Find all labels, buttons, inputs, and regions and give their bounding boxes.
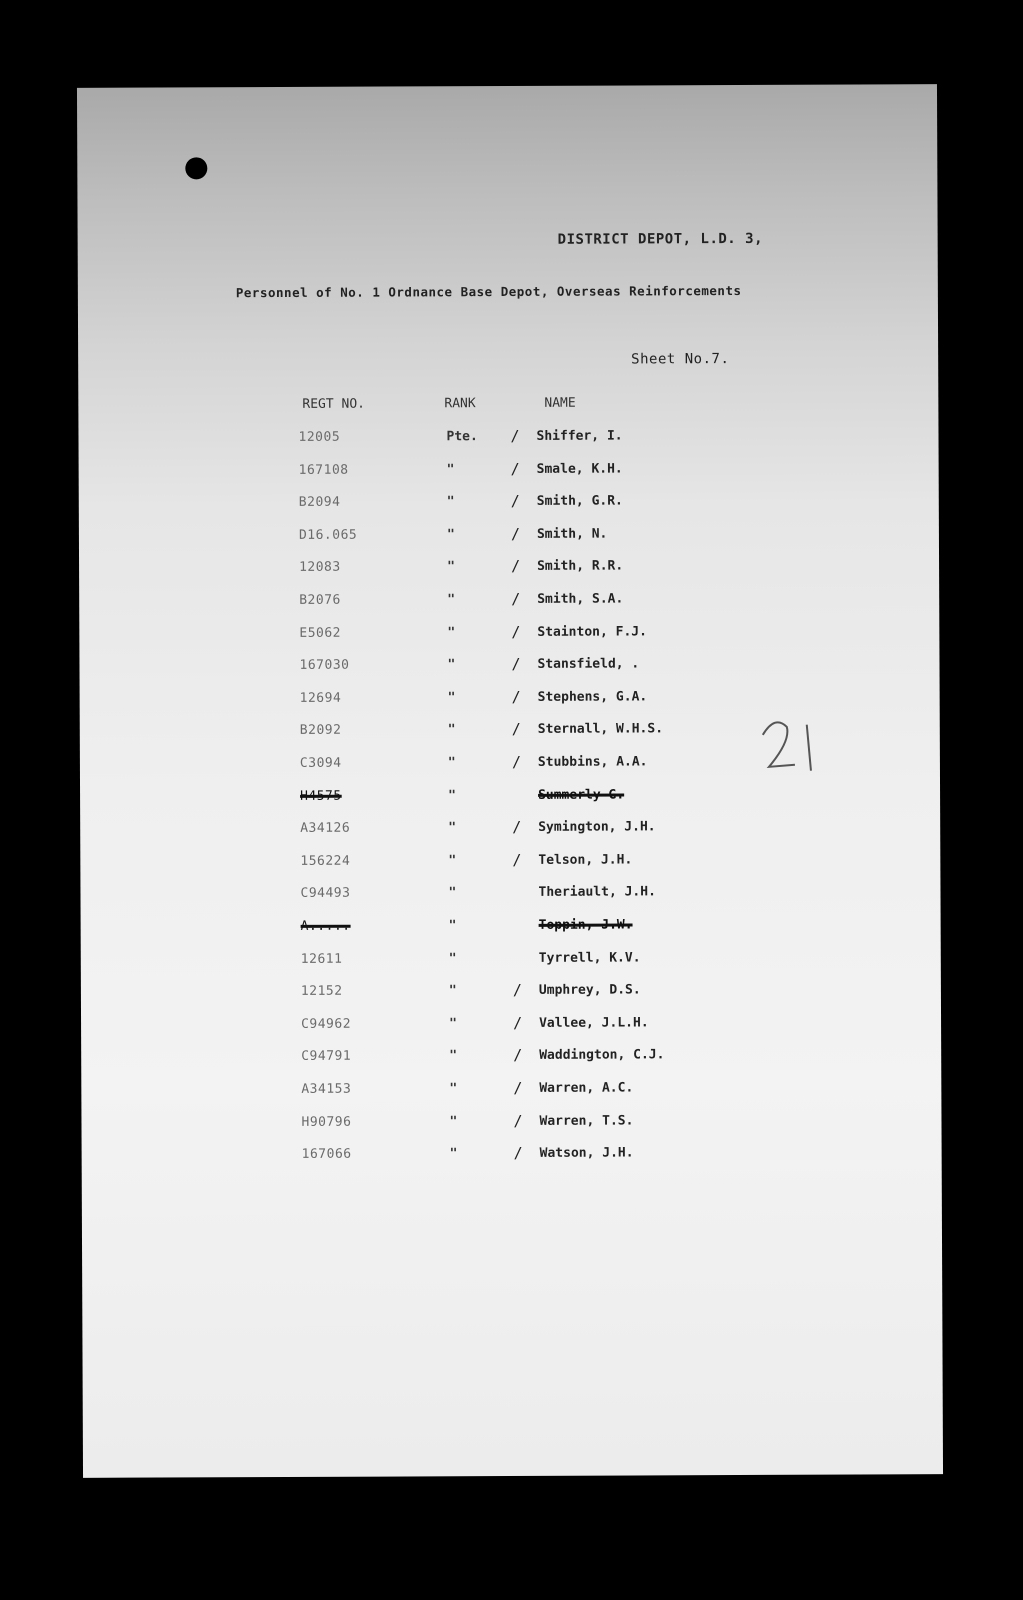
regt-number: E5062 (299, 625, 342, 641)
personnel-row (79, 623, 939, 653)
regt-number: 12152 (300, 983, 343, 1000)
regt-number: 12611 (300, 951, 343, 967)
person-name: Stephens, G.A. (537, 689, 648, 705)
person-name: Vallee, J.L.H. (539, 1015, 649, 1031)
personnel-row (79, 655, 939, 685)
regt-number: C94493 (300, 886, 351, 902)
personnel-row (79, 525, 939, 555)
regt-number: B2076 (299, 592, 341, 608)
rank-value: " (447, 722, 456, 738)
person-name: Watson, J.H. (539, 1145, 634, 1162)
regt-number: A34126 (300, 820, 351, 837)
regt-number: 12005 (298, 429, 341, 445)
check-mark: / (511, 622, 521, 641)
document-page (77, 84, 943, 1478)
rank-value: " (448, 787, 456, 803)
check-mark: / (513, 1111, 523, 1130)
rank-value: " (447, 559, 455, 575)
regt-number: C3094 (299, 755, 342, 771)
regt-number: C94962 (301, 1016, 352, 1032)
check-mark: / (511, 752, 521, 771)
person-name: Smith, G.R. (536, 493, 623, 510)
personnel-row (81, 981, 941, 1011)
regt-number: 12083 (299, 560, 341, 576)
check-mark: / (511, 687, 521, 706)
check-mark: / (510, 426, 520, 445)
person-name: Warren, A.C. (539, 1080, 634, 1096)
check-mark: / (511, 720, 521, 739)
check-mark: / (513, 1078, 523, 1097)
person-name: Smith, S.A. (537, 591, 624, 607)
regt-number: H4575 (300, 788, 342, 804)
personnel-row (81, 949, 941, 979)
check-mark: / (512, 981, 522, 1000)
check-mark: / (513, 1046, 523, 1065)
column-header-regt-no: REGT NO. (302, 396, 366, 412)
personnel-row (79, 460, 939, 490)
personnel-row (81, 1047, 941, 1077)
rank-value: " (447, 690, 456, 706)
regt-number: 12694 (299, 690, 342, 706)
personnel-row (80, 851, 940, 881)
regt-number: C94791 (301, 1049, 352, 1065)
person-name: Umphrey, D.S. (538, 982, 641, 999)
personnel-row (79, 492, 939, 522)
rank-value: Pte. (446, 429, 478, 445)
regt-number: 167066 (301, 1146, 352, 1163)
person-name: Smith, N. (536, 526, 608, 542)
personnel-row (82, 1144, 942, 1174)
person-name: Smale, K.H. (536, 461, 623, 477)
check-mark: / (512, 850, 522, 869)
person-name: Stansfield, . (537, 656, 640, 673)
column-header-name: NAME (544, 395, 576, 411)
person-name: Symington, J.H. (538, 819, 656, 836)
personnel-row (79, 558, 939, 588)
person-name: Waddington, C.J. (539, 1047, 665, 1064)
check-mark: / (513, 1144, 523, 1163)
person-name: Summerly G. (538, 787, 625, 803)
regt-number: D16.065 (298, 527, 358, 543)
personnel-row (80, 884, 940, 914)
punch-hole (185, 157, 207, 179)
person-name: Toppin, J.W. (538, 917, 633, 933)
rank-value: " (449, 1146, 458, 1162)
regt-number: 156224 (300, 853, 351, 869)
person-name: Stainton, F.J. (537, 623, 647, 640)
rank-value: " (448, 853, 457, 869)
district-header: DISTRICT DEPOT, L.D. 3, (557, 230, 764, 248)
regt-number: H90796 (301, 1114, 352, 1130)
personnel-row (81, 1079, 941, 1109)
rank-value: " (449, 1081, 458, 1097)
handwritten-annotation (755, 704, 875, 795)
rank-value: " (447, 624, 456, 640)
person-name: Shiffer, I. (536, 428, 623, 444)
personnel-row (81, 1112, 941, 1142)
person-name: Tyrrell, K.V. (538, 950, 641, 966)
person-name: Theriault, J.H. (538, 884, 656, 901)
rank-value: " (446, 527, 455, 543)
check-mark: / (510, 459, 520, 478)
person-name: Warren, T.S. (539, 1113, 634, 1129)
check-mark: / (513, 1013, 523, 1032)
person-name: Telson, J.H. (538, 852, 633, 868)
check-mark: / (512, 818, 522, 837)
check-mark: / (511, 655, 521, 674)
rank-value: " (449, 1048, 458, 1064)
person-name: Smith, R.R. (537, 558, 624, 575)
column-header-rank: RANK (444, 396, 476, 412)
personnel-row (81, 1014, 941, 1044)
rank-value: " (448, 918, 457, 934)
rank-value: " (447, 592, 456, 608)
page-title: Personnel of No. 1 Ordnance Base Depot, Overseas Reinforcements (235, 282, 742, 301)
regt-number: A..... (300, 918, 351, 934)
regt-number: 167108 (298, 462, 349, 478)
rank-value: " (447, 755, 456, 771)
rank-value: " (448, 820, 457, 836)
personnel-row (79, 590, 939, 620)
rank-value: " (447, 657, 456, 673)
check-mark: / (510, 524, 520, 543)
check-mark: / (510, 492, 520, 511)
sheet-number: Sheet No.7. (631, 351, 730, 368)
person-name: Sternall, W.H.S. (537, 721, 664, 738)
person-name: Stubbins, A.A. (537, 754, 648, 770)
regt-number: B2094 (298, 494, 341, 511)
regt-number: B2092 (299, 723, 342, 739)
rank-value: " (448, 950, 457, 966)
rank-value: " (446, 461, 455, 477)
regt-number: A34153 (301, 1081, 352, 1097)
rank-value: " (449, 1113, 458, 1129)
check-mark: / (511, 557, 521, 576)
regt-number: 167030 (299, 657, 350, 674)
rank-value: " (446, 494, 455, 510)
rank-value: " (449, 1016, 457, 1032)
personnel-row (78, 427, 938, 457)
check-mark: / (511, 589, 521, 608)
rank-value: " (448, 885, 457, 901)
personnel-row (80, 818, 940, 848)
personnel-row (81, 916, 941, 946)
rank-value: " (448, 983, 457, 999)
